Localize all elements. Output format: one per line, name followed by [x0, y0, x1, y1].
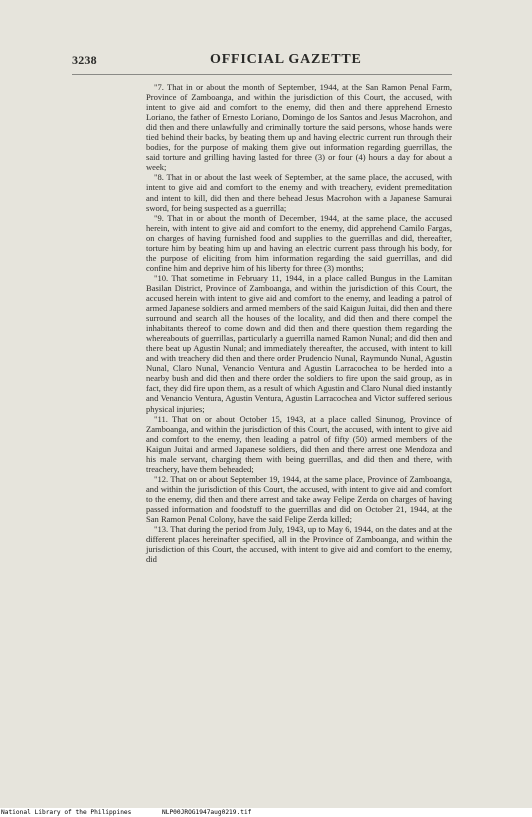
page-number: 3238 — [72, 53, 97, 67]
paragraph-8: "8. That in or about the last week of September, at the same place, the accused, with intent to give aid and comfort to the enemy and with treachery, evident premeditation and intent to kill, did then and there behead Jesus Macrohon with a Japanese Samurai sword, for being suspected as a guerrilla; — [146, 172, 452, 213]
publication-title: OFFICIAL GAZETTE — [210, 52, 362, 67]
paragraph-11: "11. That on or about October 15, 1943, at a place called Sinunog, Province of Zamboanga, and within the jurisdiction of this Court, the accused, with intent to give aid and comfort to the enemy, then leading a patrol of fifty (50) armed members of the Kaigun Juitai and armed Japanese soldiers, did then and there arrest one Mendoza and his male servant, charging them with being guerrillas, and did then and there, with treachery, have them beheaded; — [146, 413, 452, 474]
paragraph-9: "9. That in or about the month of December, 1944, at the same place, the accused herein, with intent to give aid and comfort to the enemy, did apprehend Camilo Fargas, on charges of having furnished food and supplies to the guerrillas and did, thereafter, torture him by beating him up and having an electric current pass through his body, for the purpose of eliciting from him information regarding the said guerrillas, and did confine him and deprive him of his liberty for three (3) months; — [146, 212, 452, 273]
paragraph-10: "10. That sometime in February 11, 1944, in a place called Bungus in the Lamitan Basilan District, Province of Zamboanga, and within the jurisdiction of this Court, the accused herein with intent to give aid and comfort to the enemy, and leading a patrol of armed Japanese soldiers and armed members of the said Kaigun Juitai, did then and there surround and search all the houses of the locality, and did then and there compel the inhabitants thereof to come down and did then and there question them regarding the whereabouts of guerrillas, particularly a guerrilla named Ramon Nunal; and did then and there beat up Agustin Nunal; and immediately thereafter, the accused, with intent to kill and with treachery did then and there order Prudencio Nunal, Raymundo Nunal, Agustin Nunal, Claro Nunal, Venancio Ventura and Agustin Larracochea to be herded into a nearby bush and did then and there order the soldiers to fire upon the said group, as in fact, they did fire upon them, as a result of which Agustin and Claro Nunal died instantly and Venancio Ventura, Agustin Ventura, Agustin Larracochea and Victor suffered serious physical injuries; — [146, 272, 452, 414]
scan-footer — [0, 808, 532, 817]
body-text — [146, 82, 452, 564]
library-label: National Library of the Philippines — [1, 809, 132, 816]
file-name: NLP00JROG1947aug0219.tif — [162, 809, 252, 816]
paragraph-13: "13. That during the period from July, 1943, up to May 6, 1944, on the dates and at the different places hereinafter specified, all in the Province of Zamboanga, and within the jurisdiction of this Court, the accused, with intent to give aid and comfort to the enemy, did — [146, 524, 452, 565]
paragraph-7: "7. That in or about the month of September, 1944, at the San Ramon Penal Farm, Province of Zamboanga, and within the jurisdiction of this Court, the accused, with intent to give aid and comfort to the enemy, did then and there apprehend Ernesto Loriano, the father of Ernesto Loriano, Domingo de los Santos and Jesus Macrohon, and did then and there unlawfully and criminally torture the said persons, whose hands were tied behind their backs, by beating them up and having electric current run through their bodies, for the purpose of making them give out information regarding guerrillas, the said torture and grilling having lasted for three (3) or four (4) hours a day for about a week; — [146, 82, 452, 173]
page-header — [72, 53, 452, 71]
paragraph-12: "12. That on or about September 19, 1944, at the same place, Province of Zamboanga, and within the jurisdiction of this Court, the accused, with intent to give aid and comfort to the enemy, did then and there arrest and take away Felipe Zerda on charges of having passed information and foodstuff to the guerrillas and did on October 21, 1944, at the San Ramon Penal Colony, have the said Felipe Zerda killed; — [146, 473, 452, 525]
header-rule — [72, 74, 452, 75]
